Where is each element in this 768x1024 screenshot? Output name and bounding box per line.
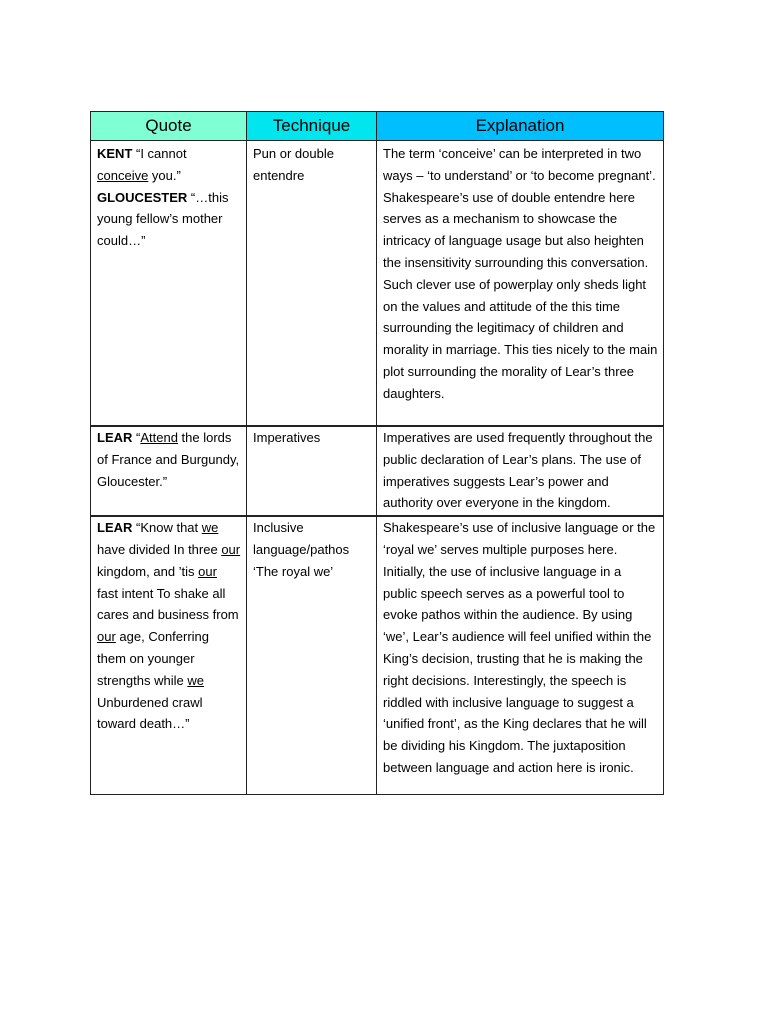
technique-text: language/pathos: [253, 541, 350, 557]
underlined-word: our: [97, 629, 116, 645]
quote-text: age, Conferring them on younger strengths while: [97, 629, 210, 688]
quote-cell: [91, 141, 247, 427]
analysis-table: [90, 111, 664, 795]
speaker-name: GLOUCESTER: [97, 189, 188, 205]
technique-text: Pun or double: [253, 146, 334, 161]
underlined-word: Attend: [140, 430, 178, 445]
technique-cell: [247, 426, 377, 516]
underlined-word: conceive: [97, 167, 149, 183]
quote-text: “…this young fellow’s mother could…”: [97, 189, 229, 249]
underlined-word: we: [201, 520, 219, 536]
header-row: [91, 112, 664, 141]
quote-text: fast intent To shake all cares and business from: [97, 585, 239, 623]
quote-text: “: [132, 430, 141, 445]
header-quote: Quote: [91, 112, 247, 141]
quote-text: have divided In three: [97, 541, 222, 557]
header-technique: Technique: [247, 112, 377, 141]
quote-text: Unburdened crawl toward death…”: [97, 694, 203, 732]
table-row: [91, 141, 664, 427]
technique-cell: [247, 141, 377, 427]
technique-text: entendre: [253, 167, 305, 183]
underlined-word: our: [221, 541, 241, 557]
speaker-name: KENT: [97, 146, 133, 161]
table-row: [91, 426, 664, 516]
quote-cell: [91, 426, 247, 516]
technique-text: ‘The royal we’: [253, 563, 334, 579]
explanation-cell: Shakespeare’s use of inclusive language or the ‘royal we’ serves multiple purposes here. Initially, the use of inclusive language in a public speech serves as a powerful tool to evoke pathos within the audience. By using ‘we’, Lear’s audience will feel unified within the King’s decision, trusting that he is making the right decisions. Interestingly, the speech is riddled with inclusive language to suggest a ‘unified front’, as the King declares that he will be dividing his Kingdom. The juxtaposition between language and action here is ironic.: [377, 516, 664, 795]
technique-text: Imperatives: [253, 430, 321, 445]
technique-cell: [247, 516, 377, 795]
speaker-name: LEAR: [97, 430, 133, 445]
quote-text: the lords of France and Burgundy, Gloucester.”: [97, 430, 240, 489]
explanation-cell: The term ‘conceive’ can be interpreted in two ways – ‘to understand’ or ‘to become pregnant’. Shakespeare’s use of double entendre here serves as a mechanism to showcase the intricacy of language usage but also heighten the insensitivity surrounding this conversation. Such clever use of powerplay only sheds light on the values and attitude of the this time surrounding the legitimacy of children and morality in marriage. This ties nicely to the main plot surrounding the morality of Lear’s three daughters.: [377, 141, 664, 427]
quote-text: “I cannot: [132, 146, 187, 161]
quote-cell: [91, 516, 247, 795]
underlined-word: our: [198, 563, 217, 579]
header-explanation: Explanation: [377, 112, 664, 141]
quote-text: “Know that: [132, 520, 202, 536]
speaker-name: LEAR: [97, 520, 133, 536]
table-row: [91, 516, 664, 795]
explanation-cell: Imperatives are used frequently throughout the public declaration of Lear’s plans. The use of imperatives suggests Lear’s power and authority over everyone in the kingdom.: [377, 426, 664, 516]
underlined-word: we: [187, 672, 204, 688]
quote-text: you.”: [148, 167, 181, 183]
quote-text: kingdom, and ’tis: [97, 563, 199, 579]
technique-text: Inclusive: [253, 520, 304, 536]
